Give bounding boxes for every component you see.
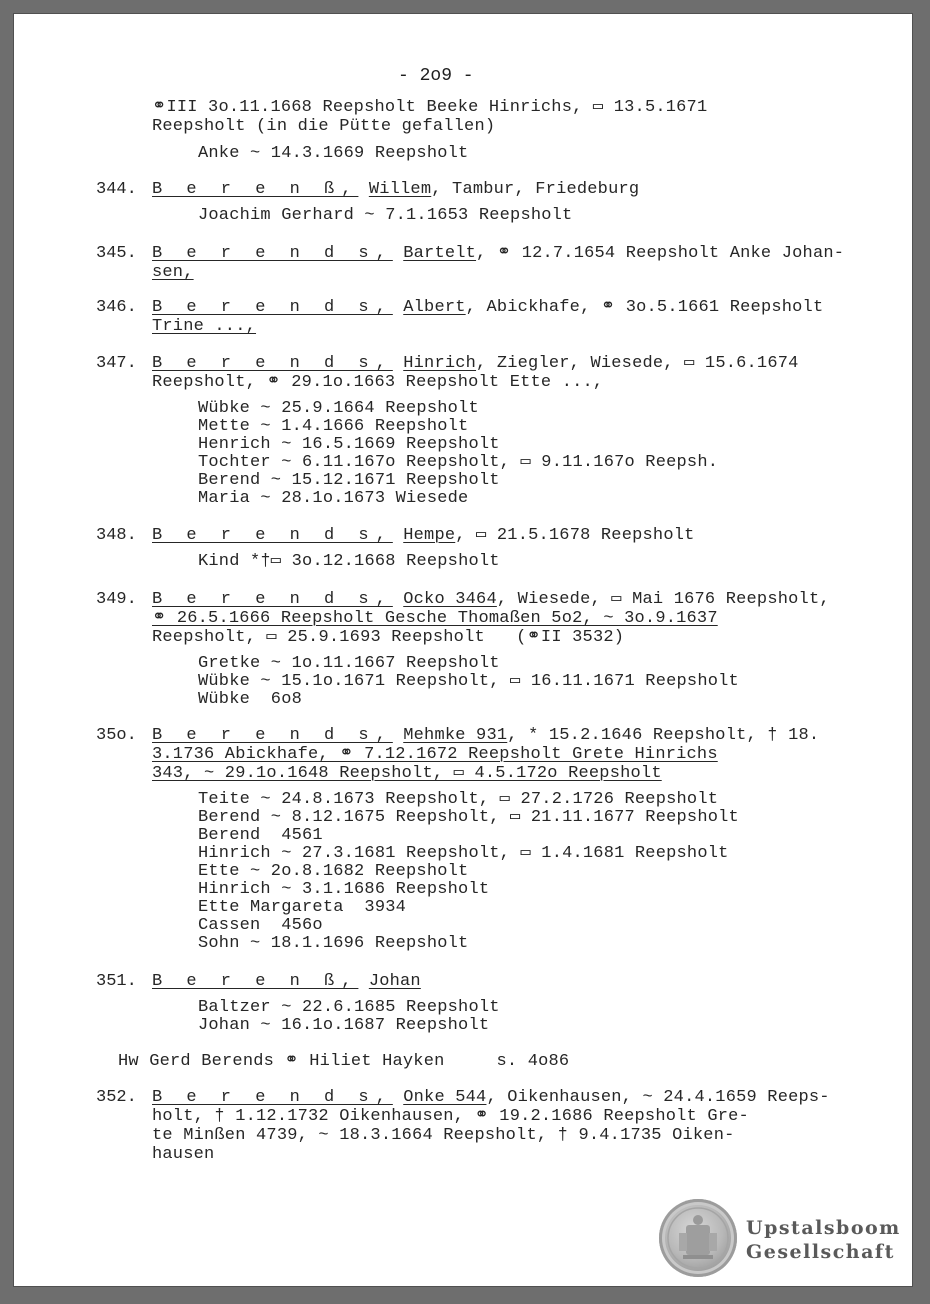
child-line: Henrich ~ 16.5.1669 Reepsholt [198,435,500,454]
child-line: Maria ~ 28.1o.1673 Wiesede [198,489,469,508]
given-name: Albert [403,298,466,317]
intro-line-1: ⚭III 3o.11.1668 Reepsholt Beeke Hinrichs, ▭ 13.5.1671 [152,98,708,117]
logo-text-line-2: Gesellschaft [746,1241,895,1263]
family-name: B e r e n d s, [152,354,393,373]
entry-header [152,726,819,745]
child-line: Cassen 456o [198,916,323,935]
upstalsboom-seal-logo [659,1199,737,1277]
entry-number: 348. [96,526,137,545]
hw-line: Hw Gerd Berends ⚭ Hiliet Hayken s. 4o86 [118,1052,570,1071]
child-line: Ette Margareta 3934 [198,898,407,917]
child-line: Hinrich ~ 3.1.1686 Reepsholt [198,880,490,899]
child-line: Teite ~ 24.8.1673 Reepsholt, ▭ 27.2.1726 Reepsholt [198,790,719,809]
family-name: B e r e n d s, [152,298,393,317]
entry-continuation: Reepsholt, ⚭ 29.1o.1663 Reepsholt Ette ..., [152,373,604,392]
child-line: Baltzer ~ 22.6.1685 Reepsholt [198,998,500,1017]
child-line: Hinrich ~ 27.3.1681 Reepsholt, ▭ 1.4.1681 Reepsholt [198,844,729,863]
child-line: Berend ~ 15.12.1671 Reepsholt [198,471,500,490]
entry-continuation: hausen [152,1145,215,1164]
entry-details: , Abickhafe, ⚭ 3o.5.1661 Reepsholt [465,298,824,317]
child-line: Wübke ~ 25.9.1664 Reepsholt [198,399,479,418]
entry-number: 345. [96,244,137,263]
family-name: B e r e n ß, [152,180,359,199]
entry-continuation: ⚭ 26.5.1666 Reepsholt Gesche Thomaßen 5o2, ~ 3o.9.1637 [152,609,718,628]
entry-number: 344. [96,180,137,199]
entry-header [152,972,421,991]
entry-details: , Wiesede, ▭ Mai 1676 Reepsholt, [496,590,830,609]
entry-number: 352. [96,1088,137,1107]
child-line: Berend 4561 [198,826,323,845]
child-line: Wübke ~ 15.1o.1671 Reepsholt, ▭ 16.11.1671 Reepsholt [198,672,739,691]
given-name: Mehmke 931 [403,726,508,745]
entry-continuation: 3.1736 Abickhafe, ⚭ 7.12.1672 Reepsholt Grete Hinrichs [152,745,718,764]
intro-child: Anke ~ 14.3.1669 Reepsholt [198,144,469,163]
child-line: Tochter ~ 6.11.167o Reepsholt, ▭ 9.11.167o Reepsh. [198,453,719,472]
given-name: Ocko 3464 [403,590,497,609]
entry-details: , * 15.2.1646 Reepsholt, † 18. [507,726,820,745]
given-name: Onke 544 [403,1088,487,1107]
child-line: Joachim Gerhard ~ 7.1.1653 Reepsholt [198,206,573,225]
child-line: Ette ~ 2o.8.1682 Reepsholt [198,862,469,881]
family-name: B e r e n d s, [152,1088,393,1107]
child-line: Gretke ~ 1o.11.1667 Reepsholt [198,654,500,673]
entry-continuation: holt, † 1.12.1732 Oikenhausen, ⚭ 19.2.1686 Reepsholt Gre- [152,1107,749,1126]
family-name: B e r e n ß, [152,972,359,991]
document-page [14,14,912,1286]
entry-header [152,298,823,317]
entry-number: 347. [96,354,137,373]
entry-details: , Oikenhausen, ~ 24.4.1659 Reeps- [486,1088,830,1107]
entry-header [152,590,830,609]
entry-header [152,244,844,263]
given-name: Hinrich [403,354,477,373]
entry-header [152,1088,830,1107]
logo-text-line-1: Upstalsboom [746,1217,901,1239]
family-name: B e r e n d s, [152,590,393,609]
entry-continuation: Trine ..., [152,317,257,336]
entry-details: , ⚭ 12.7.1654 Reepsholt Anke Johan- [476,244,845,263]
child-line: Mette ~ 1.4.1666 Reepsholt [198,417,469,436]
given-name: Willem [368,180,432,199]
child-line: Wübke 6o8 [198,690,303,709]
entry-number: 35o. [96,726,137,745]
entry-continuation: sen, [152,263,194,282]
entry-number: 349. [96,590,137,609]
child-line: Johan ~ 16.1o.1687 Reepsholt [198,1016,490,1035]
child-line: Berend ~ 8.12.1675 Reepsholt, ▭ 21.11.1677 Reepsholt [198,808,739,827]
seal-icon [659,1199,737,1277]
entry-continuation: Reepsholt, ▭ 25.9.1693 Reepsholt (⚭II 3532) [152,628,625,647]
entry-details: , ▭ 21.5.1678 Reepsholt [455,526,695,545]
given-name: Bartelt [403,244,477,263]
child-line: Sohn ~ 18.1.1696 Reepsholt [198,934,469,953]
entry-header [152,354,799,373]
entry-header [152,180,639,199]
entry-number: 351. [96,972,137,991]
family-name: B e r e n d s, [152,526,393,545]
family-name: B e r e n d s, [152,244,393,263]
page-number: - 2o9 - [398,66,474,86]
entry-details: , Tambur, Friedeburg [431,180,640,199]
given-name: Johan [368,972,421,991]
entry-number: 346. [96,298,137,317]
entry-header [152,526,695,545]
intro-line-2: Reepsholt (in die Pütte gefallen) [152,117,496,136]
entry-continuation: 343, ~ 29.1o.1648 Reepsholt, ▭ 4.5.172o Reepsholt [152,764,662,783]
child-line: Kind *†▭ 3o.12.1668 Reepsholt [198,552,500,571]
given-name: Hempe [403,526,456,545]
family-name: B e r e n d s, [152,726,393,745]
entry-continuation: te Minßen 4739, ~ 18.3.1664 Reepsholt, † 9.4.1735 Oiken- [152,1126,735,1145]
entry-details: , Ziegler, Wiesede, ▭ 15.6.1674 [476,354,799,373]
